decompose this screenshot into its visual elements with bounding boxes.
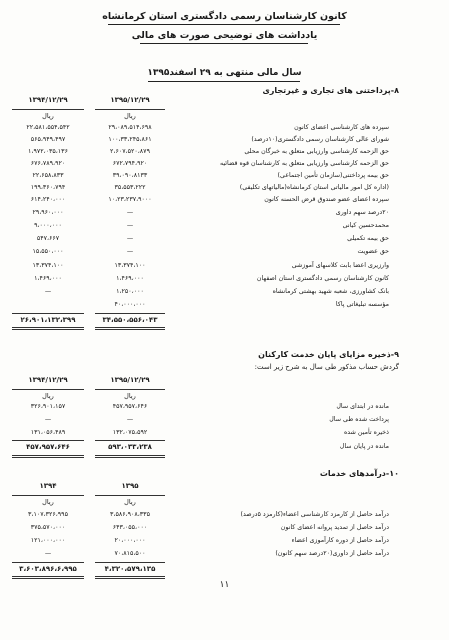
total-double-rule — [12, 327, 84, 328]
total-rule — [95, 313, 165, 314]
value-1395: ۱۳۲،۰۷۵،۵۹۲ — [112, 429, 148, 436]
row-description: حق الزحمه کارشناسی وارزیابی متعلق به کارشناسان قوه قضائیه — [220, 160, 389, 167]
column-header-1394: ۱۳۹۴/۱۲/۲۹ — [28, 376, 68, 384]
row-description: حق بیمه پرداختنی(سازمان تأمین اجتماعی) — [277, 172, 389, 179]
row-description: مانده در ابتدای سال — [336, 403, 389, 410]
table-row — [0, 124, 449, 136]
section-10-title: ۱۰-درآمدهای خدمات — [319, 469, 399, 478]
title-underline — [108, 24, 340, 25]
table-row — [0, 184, 449, 196]
value-1394: ۳۷۵،۵۷۰،۰۰۰ — [30, 524, 66, 531]
value-1394: ۱۵،۵۵۰،۰۰۰ — [32, 248, 64, 255]
value-1395: ۱،۲۵۰،۰۰۰ — [116, 288, 144, 295]
table-row — [0, 262, 449, 274]
column-header-1394: ۱۳۹۴/۱۲/۲۹ — [28, 96, 68, 104]
total-double-rule — [12, 576, 84, 577]
header-rule — [95, 495, 165, 496]
value-1394: — — [44, 550, 52, 557]
value-1394: ۹،۰۰۰،۰۰۰ — [34, 222, 62, 229]
value-1394: ۱۳،۳۷۴،۱۰۰ — [32, 262, 64, 269]
total-rule — [12, 562, 84, 563]
table-row — [0, 148, 449, 160]
org-title: کانون کارشناسان رسمی دادگستری استان کرمانشاه — [102, 11, 347, 22]
total-rule — [12, 440, 84, 441]
table-row — [0, 403, 449, 415]
value-1395: ۳۵،۵۵۳،۲۲۲ — [114, 184, 146, 191]
row-description: درآمد حاصل از تمدید پروانه اعضای کانون — [280, 524, 389, 531]
currency-unit: ریال — [124, 498, 136, 506]
currency-unit: ریال — [42, 112, 54, 120]
total-double-rule — [12, 578, 84, 579]
total-double-rule — [95, 578, 165, 579]
currency-unit: ریال — [124, 392, 136, 400]
value-1394: — — [44, 416, 52, 423]
value-1395: — — [126, 416, 134, 423]
currency-unit: ریال — [42, 498, 54, 506]
value-1395: ۱۰،۲۳،۲۳۷،۹۰۰۰ — [108, 196, 152, 203]
table-row — [0, 160, 449, 172]
report-title: یادداشت های توضیحی صورت های مالی — [131, 30, 318, 41]
table-row — [0, 550, 449, 562]
table-row — [0, 136, 449, 148]
row-description: وارزیری اعضا بابت کلاسهای آموزشی — [291, 262, 389, 269]
total-double-rule — [95, 327, 165, 328]
table-row — [0, 443, 449, 455]
value-1394: — — [44, 288, 52, 295]
value-1394: ۱۹۹،۳۶۰،۷۹۴ — [30, 184, 66, 191]
row-description: سپرده های کارشناسی اعضای کانون — [294, 124, 389, 131]
table-row — [0, 511, 449, 523]
row-description: پرداخت شده طی سال — [329, 416, 389, 423]
total-1395: ۵۹۳،۰۳۳،۲۳۸ — [108, 443, 152, 451]
total-1395: ۴،۳۲۰،۵۷۹،۱۳۵ — [104, 565, 156, 573]
value-1395: ۴۵۷،۹۵۷،۶۴۶ — [112, 403, 148, 410]
section-9-title: ۹-ذخیره مزایای پایان خدمت کارکنان — [258, 350, 399, 359]
row-description: درآمد حاصل از داوری(۲۰درصد سهم کانون) — [275, 550, 389, 557]
value-1394: ۵۴۷،۶۶۷ — [36, 235, 60, 242]
table-row — [0, 235, 449, 247]
row-description: شورای عالی کارشناسان رسمی دادگستری(۱۰درصد) — [251, 136, 389, 143]
total-1394: ۲۶،۹۰۱،۱۳۲،۳۹۹ — [20, 316, 76, 324]
value-1395: ۲۹،۰۸۹،۵۱۴،۶۹۸ — [108, 124, 152, 131]
table-row — [0, 524, 449, 536]
value-1394: ۲۲،۵۸۱،۵۵۴،۵۴۲ — [26, 124, 70, 131]
table-row — [0, 248, 449, 260]
row-description: کانون کارشناسان رسمی دادگستری استان اصفهان — [256, 275, 389, 282]
total-double-rule — [12, 329, 84, 330]
column-header-1395: ۱۳۹۵/۱۲/۲۹ — [110, 96, 150, 104]
table-row — [0, 209, 449, 221]
row-description: مؤسسه تبلیغاتی پاکا — [335, 301, 389, 308]
section-9-subtitle: گردش حساب مذکور طی سال به شرح زیر است: — [254, 363, 399, 371]
value-1394: ۱۳۱،۰۵۶،۴۸۹ — [30, 429, 66, 436]
total-double-rule — [95, 457, 165, 458]
value-1395: ۱،۴۶۹،۰۰۰ — [116, 275, 144, 282]
value-1395: ۶۴۳،۰۵۵،۰۰۰ — [112, 524, 148, 531]
row-description: حق عضویت — [357, 248, 389, 255]
value-1395: — — [126, 235, 134, 242]
value-1395: ۱۰۰،۳۳،۲۴۵،۸۶۱ — [108, 136, 152, 143]
title-underline — [148, 81, 300, 82]
value-1395: ۷۰،۸۱۵،۵۰۰ — [114, 550, 146, 557]
header-rule — [12, 109, 84, 110]
value-1395: — — [126, 222, 134, 229]
value-1395: ۳،۵۸۶،۹۰۸،۳۳۵ — [110, 511, 150, 518]
total-double-rule — [95, 455, 165, 456]
total-1395: ۳۴،۵۵۰،۵۵۶،۰۴۳ — [102, 316, 158, 324]
section-8-title: ۸-پرداختنی های تجاری و غیرتجاری — [262, 86, 399, 95]
value-1394: ۲۹،۹۶۰،۰۰۰ — [32, 209, 64, 216]
row-description: مانده در پایان سال — [339, 443, 389, 450]
table-row — [0, 196, 449, 208]
value-1395: ۴۰،۰۰۰،۰۰۰ — [114, 301, 146, 308]
row-description: ۲۰درصد سهم داوری — [335, 209, 389, 216]
row-description: حق بیمه تکمیلی — [347, 235, 389, 242]
total-double-rule — [12, 455, 84, 456]
currency-unit: ریال — [124, 112, 136, 120]
total-double-rule — [95, 576, 165, 577]
column-header-1394: ۱۳۹۴ — [39, 482, 57, 490]
value-1395: — — [126, 209, 134, 216]
row-description: درآمد حاصل از دوره کارآموزی اعضاء — [291, 537, 389, 544]
header-rule — [12, 389, 84, 390]
value-1394: ۳،۱۰۷،۳۲۶،۹۹۵ — [28, 511, 68, 518]
row-description: حق الزحمه کارشناسی وارزیابی متعلق به خبرگان محلی — [244, 148, 389, 155]
page-number: ۱۱ — [219, 580, 230, 590]
table-row — [0, 416, 449, 428]
table-row — [0, 301, 449, 313]
value-1394: ۵۶۵،۹۴۹،۴۹۷ — [30, 136, 66, 143]
row-description: بانک کشاورزی، شعبه شهید بهشتی کرمانشاه — [272, 288, 389, 295]
title-underline — [140, 43, 308, 44]
header-rule — [95, 109, 165, 110]
row-description: ذخیره تأمین شده — [344, 429, 389, 436]
table-row — [0, 288, 449, 300]
table-row — [0, 222, 449, 234]
value-1394: ۱،۴۶۹،۰۰۰ — [34, 275, 62, 282]
value-1395: ۲،۶۰۷،۵۲۰،۸۷۹ — [110, 148, 150, 155]
value-1395: ۱۳،۳۷۴،۱۰۰ — [114, 262, 146, 269]
total-double-rule — [12, 457, 84, 458]
total-1394: ۳،۶۰۳،۸۹۶،۶،۹۹۵ — [19, 565, 77, 573]
row-description: درآمد حاصل از کارمزد کارشناسی اعضاء(کارمزد ۵درصد) — [240, 511, 389, 518]
header-rule — [95, 389, 165, 390]
value-1394: ۱۲۱،۰۰۰،۰۰۰ — [30, 537, 66, 544]
total-rule — [12, 313, 84, 314]
header-rule — [12, 495, 84, 496]
row-description: محمدحسین کیانی — [342, 222, 389, 229]
total-rule — [95, 440, 165, 441]
value-1394: ۶۱۴،۲۴۰،۰۰۰ — [30, 196, 66, 203]
value-1394: ۱،۹۷۲،۰۳۵،۱۳۶ — [28, 148, 68, 155]
table-row — [0, 172, 449, 184]
total-rule — [95, 562, 165, 563]
total-double-rule — [95, 329, 165, 330]
value-1394: ۳۲۶،۹۰۱،۱۵۷ — [30, 403, 66, 410]
value-1395: ۶۷۲،۷۹۴،۹۲۰ — [112, 160, 148, 167]
value-1394: ۲۲،۶۵۸،۸۳۳ — [32, 172, 64, 179]
currency-unit: ریال — [42, 392, 54, 400]
row-description: (اداره کل امور مالیاتی استان کرمانشاه(مالیاتهای تکلیفی) — [239, 184, 389, 191]
table-row — [0, 275, 449, 287]
column-header-1395: ۱۳۹۵/۱۲/۲۹ — [110, 376, 150, 384]
value-1395: ۳۹،۰۹۰،۸۱۳۳ — [112, 172, 148, 179]
table-row — [0, 537, 449, 549]
total-1394: ۴۵۷،۹۵۷،۶۴۶ — [26, 443, 70, 451]
value-1395: — — [126, 248, 134, 255]
fiscal-year-title: سال مالی منتهی به ۲۹ اسفند۱۳۹۵ — [147, 68, 302, 78]
value-1394: ۶۷۶،۷۸۹،۹۲۰ — [30, 160, 66, 167]
column-header-1395: ۱۳۹۵ — [121, 482, 139, 490]
row-description: سپرده اعضای عضو صندوق قرض الحسنه کانون — [264, 196, 389, 203]
value-1395: ۲۰،۰۰۰،۰۰۰ — [114, 537, 146, 544]
